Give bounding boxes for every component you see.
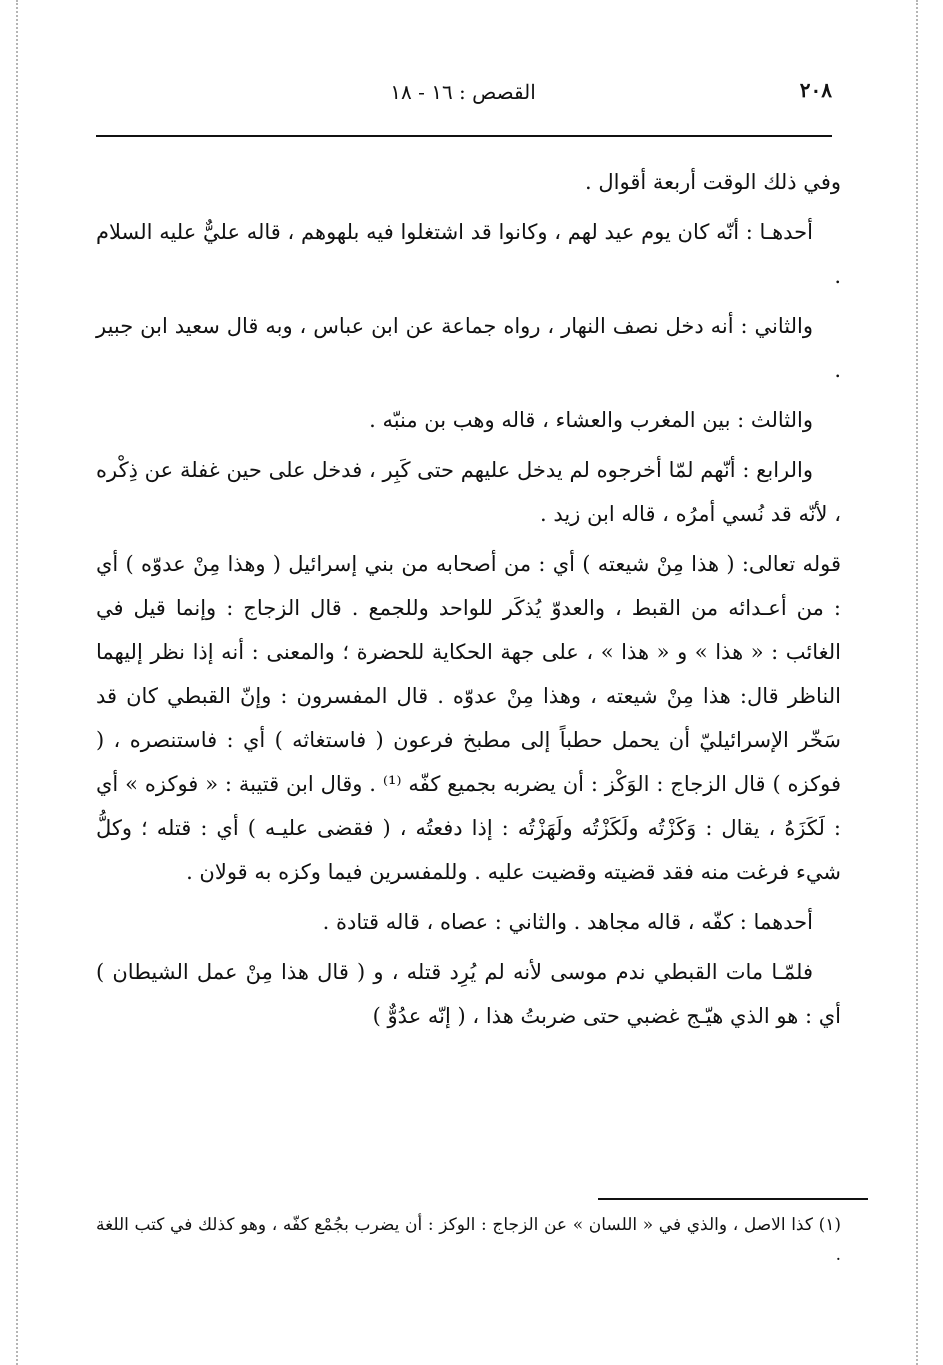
footnote-rule [598,1198,868,1200]
paragraph: والثاني : أنه دخل نصف النهار ، رواه جماعة عن ابن عباس ، وبه قال سعيد ابن جبير . [96,314,841,382]
running-title: القصص : ١٦ - ١٨ [390,80,536,104]
scan-edge-right [916,0,918,1365]
paragraph: وفي ذلك الوقت أربعة أقوال . [585,170,841,194]
header-rule [96,135,832,137]
paragraph: أحدهـا : أنّه كان يوم عيد لهم ، وكانوا قد اشتغلوا فيه بلهوهم ، قاله عليٌّ عليه السلام . [96,220,841,288]
paragraph: قوله تعالى: ( هذا مِنْ شيعته ) أي : من أصحابه من بني إسرائيل ( وهذا مِنْ عدوّه ) أي : من أعـدائه من القبط ، والعدوّ يُذكَر للواحد وللجمع . قال الزجاج : وإنما قيل في الغائب : « هذا » و « هذا » ، على جهة الحكاية للحضرة ؛ والمعنى : أنه إذا نظر إليهما الناظر قال: هذا مِنْ شيعته ، وهذا مِنْ عدوّه . قال المفسرون : وإنّ القبطي كان قد سَخّر الإسرائيليّ أن يحمل حطباً إلى مطبخ فرعون ( فاستغاثه ) أي : فاستنصره ، ( فوكزه ) قال الزجاج : الوَكْز : أن يضربه بجميع كفّه ⁽¹⁾ . وقال ابن قتيبة : « فوكزه » أي : لَكَزَهُ ، يقال : وَكَزْتُه ولَكَزْتُه ولَهَزْتُه : إذا دفعتُه ، ( فقضى عليـه ) أي : قتله ؛ وكلُّ شيء فرغت منه فقد قضيته وقضيت عليه . وللمفسرين فيما وكزه به قولان . [96,552,841,884]
scan-edge-left [16,0,18,1365]
footnote: (١) كذا الاصل ، والذي في « اللسان » عن الزجاج : الوكز : أن يضرب بجُمْع كفّه ، وهو كذلك في كتب اللغة . [96,1215,841,1265]
paragraph: والثالث : بين المغرب والعشاء ، قاله وهب بن منبّه . [369,408,813,432]
page-header [88,78,838,118]
paragraph: أحدهما : كفّه ، قاله مجاهد . والثاني : عصاه ، قاله قتادة . [322,910,813,934]
page-number: ٢٠٨ [799,78,832,102]
paragraph: والرابع : أنّهم لمّا أخرجوه لم يدخل عليهم حتى كَبِر ، فدخل على حين غفلة عن ذِكْره ، لأنّه قد نُسي أمرُه ، قاله ابن زيد . [96,458,841,526]
paragraph: فلمّـا مات القبطي ندم موسى لأنه لم يُرِد قتله ، و ( قال هذا مِنْ عمل الشيطان ) أي : هو الذي هيّـج غضبي حتى ضربتُ هذا ، ( إنّه عدُوٌّ ) [96,960,841,1028]
main-text [96,160,841,1044]
